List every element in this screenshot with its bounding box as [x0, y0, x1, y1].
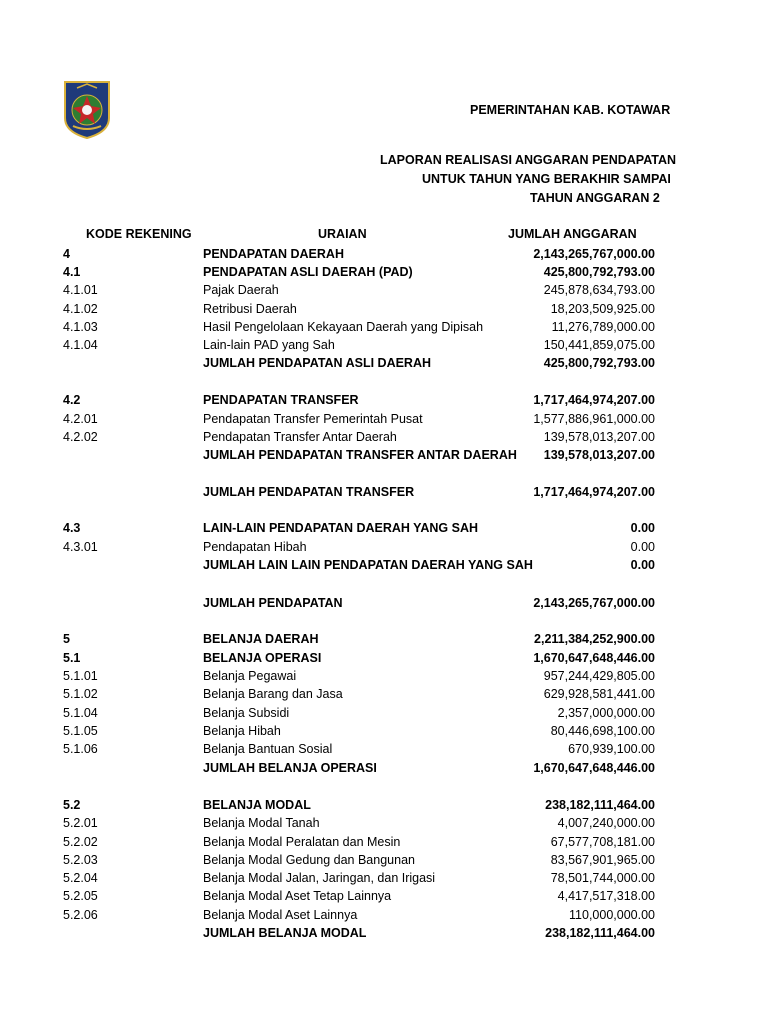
table-row: [0, 483, 768, 501]
cell-jumlah: 78,501,744,000.00: [550, 871, 655, 885]
table-row: [0, 318, 768, 336]
cell-kode: 5.2.06: [63, 908, 98, 922]
cell-jumlah: 629,928,581,441.00: [543, 687, 655, 701]
cell-kode: 5.2.02: [63, 835, 98, 849]
cell-jumlah: 245,878,634,793.00: [543, 283, 655, 297]
cell-kode: 5: [63, 632, 70, 646]
table-row: [0, 630, 768, 648]
cell-kode: 5.1.06: [63, 742, 98, 756]
table-row: [0, 281, 768, 299]
cell-kode: 4.3.01: [63, 540, 98, 554]
table-row: [0, 759, 768, 777]
table-row: [0, 538, 768, 556]
cell-uraian: Belanja Modal Tanah: [203, 816, 320, 830]
cell-jumlah: 957,244,429,805.00: [543, 669, 655, 683]
cell-jumlah: 238,182,111,464.00: [545, 798, 655, 812]
cell-uraian: PENDAPATAN TRANSFER: [203, 393, 359, 407]
cell-jumlah: 0.00: [630, 558, 655, 572]
cell-jumlah: 2,357,000,000.00: [557, 706, 655, 720]
table-row: [0, 667, 768, 685]
government-emblem-logo: [63, 80, 111, 140]
table-row: [0, 887, 768, 905]
cell-uraian: JUMLAH BELANJA OPERASI: [203, 761, 377, 775]
cell-jumlah: 1,717,464,974,207.00: [533, 485, 655, 499]
cell-uraian: Belanja Subsidi: [203, 706, 290, 720]
cell-uraian: Belanja Modal Aset Tetap Lainnya: [203, 889, 392, 903]
cell-jumlah: 2,143,265,767,000.00: [533, 247, 655, 261]
cell-kode: 4.2.01: [63, 412, 98, 426]
cell-kode: 4.1.01: [63, 283, 98, 297]
cell-uraian: Pendapatan Transfer Pemerintah Pusat: [203, 412, 423, 426]
table-row: [0, 924, 768, 942]
cell-jumlah: 0.00: [630, 521, 655, 535]
cell-kode: 4.2: [63, 393, 81, 407]
cell-uraian: JUMLAH PENDAPATAN TRANSFER: [203, 485, 415, 499]
table-row: [0, 354, 768, 372]
table-row: [0, 833, 768, 851]
cell-uraian: Belanja Modal Aset Lainnya: [203, 908, 358, 922]
cell-kode: 5.1.05: [63, 724, 98, 738]
cell-jumlah: 4,007,240,000.00: [557, 816, 655, 830]
cell-jumlah: 425,800,792,793.00: [543, 356, 655, 370]
cell-kode: 4.2.02: [63, 430, 98, 444]
column-header-jumlah: JUMLAH ANGGARAN: [508, 227, 637, 241]
cell-jumlah: 80,446,698,100.00: [550, 724, 655, 738]
cell-uraian: BELANJA OPERASI: [203, 651, 322, 665]
cell-uraian: BELANJA DAERAH: [203, 632, 319, 646]
cell-uraian: JUMLAH LAIN LAIN PENDAPATAN DAERAH YANG SAH: [203, 558, 533, 572]
cell-kode: 5.2.01: [63, 816, 98, 830]
table-row: [0, 685, 768, 703]
cell-uraian: Belanja Barang dan Jasa: [203, 687, 343, 701]
cell-uraian: LAIN-LAIN PENDAPATAN DAERAH YANG SAH: [203, 521, 479, 535]
cell-jumlah: 425,800,792,793.00: [543, 265, 655, 279]
cell-kode: 4: [63, 247, 70, 261]
table-row: [0, 722, 768, 740]
table-row: [0, 391, 768, 409]
cell-jumlah: 18,203,509,925.00: [550, 302, 655, 316]
fiscal-year: TAHUN ANGGARAN 2: [530, 191, 660, 205]
cell-kode: 4.1.02: [63, 302, 98, 316]
cell-kode: 5.2: [63, 798, 81, 812]
table-row: [0, 906, 768, 924]
cell-kode: 5.2.05: [63, 889, 98, 903]
column-header-uraian: URAIAN: [318, 227, 367, 241]
cell-uraian: Pendapatan Hibah: [203, 540, 307, 554]
cell-uraian: Belanja Modal Peralatan dan Mesin: [203, 835, 401, 849]
cell-kode: 5.2.04: [63, 871, 98, 885]
column-header-kode: KODE REKENING: [86, 227, 192, 241]
cell-kode: 5.1.01: [63, 669, 98, 683]
organization-name: PEMERINTAHAN KAB. KOTAWAR: [470, 103, 671, 117]
table-row: [0, 263, 768, 281]
cell-jumlah: 1,717,464,974,207.00: [533, 393, 655, 407]
table-row: [0, 336, 768, 354]
cell-jumlah: 110,000,000.00: [569, 908, 655, 922]
cell-jumlah: 4,417,517,318.00: [557, 889, 655, 903]
cell-uraian: Lain-lain PAD yang Sah: [203, 338, 335, 352]
table-row: [0, 814, 768, 832]
cell-jumlah: 670,939,100.00: [568, 742, 655, 756]
cell-jumlah: 83,567,901,965.00: [550, 853, 655, 867]
cell-kode: 5.1.04: [63, 706, 98, 720]
table-row: [0, 410, 768, 428]
cell-uraian: JUMLAH PENDAPATAN TRANSFER ANTAR DAERAH: [203, 448, 517, 462]
cell-kode: 5.2.03: [63, 853, 98, 867]
cell-uraian: Hasil Pengelolaan Kekayaan Daerah yang Dipisah: [203, 320, 484, 334]
cell-jumlah: 67,577,708,181.00: [550, 835, 655, 849]
cell-uraian: Belanja Modal Jalan, Jaringan, dan Irigasi: [203, 871, 436, 885]
cell-jumlah: 11,276,789,000.00: [551, 320, 655, 334]
report-title: LAPORAN REALISASI ANGGARAN PENDAPATAN: [380, 153, 677, 167]
cell-uraian: JUMLAH PENDAPATAN ASLI DAERAH: [203, 356, 432, 370]
table-row: [0, 594, 768, 612]
cell-uraian: JUMLAH PENDAPATAN: [203, 596, 343, 610]
cell-jumlah: 1,577,886,961,000.00: [533, 412, 655, 426]
cell-uraian: Belanja Hibah: [203, 724, 281, 738]
table-row: [0, 704, 768, 722]
cell-kode: 5.1: [63, 651, 81, 665]
cell-uraian: PENDAPATAN DAERAH: [203, 247, 344, 261]
cell-uraian: Pajak Daerah: [203, 283, 279, 297]
cell-jumlah: 2,143,265,767,000.00: [533, 596, 655, 610]
table-row: [0, 300, 768, 318]
cell-uraian: Pendapatan Transfer Antar Daerah: [203, 430, 397, 444]
table-row: [0, 740, 768, 758]
table-row: [0, 556, 768, 574]
cell-jumlah: 2,211,384,252,900.00: [534, 632, 655, 646]
cell-jumlah: 1,670,647,648,446.00: [533, 761, 655, 775]
cell-uraian: Belanja Bantuan Sosial: [203, 742, 333, 756]
cell-kode: 4.1.03: [63, 320, 98, 334]
cell-jumlah: 150,441,859,075.00: [543, 338, 655, 352]
cell-uraian: BELANJA MODAL: [203, 798, 311, 812]
table-row: [0, 245, 768, 263]
cell-kode: 4.1.04: [63, 338, 98, 352]
cell-jumlah: 238,182,111,464.00: [545, 926, 655, 940]
cell-jumlah: 1,670,647,648,446.00: [533, 651, 655, 665]
cell-kode: 5.1.02: [63, 687, 98, 701]
cell-uraian: JUMLAH BELANJA MODAL: [203, 926, 367, 940]
cell-uraian: PENDAPATAN ASLI DAERAH (PAD): [203, 265, 413, 279]
report-period: UNTUK TAHUN YANG BERAKHIR SAMPAI: [422, 172, 671, 186]
table-row: [0, 446, 768, 464]
table-row: [0, 519, 768, 537]
cell-uraian: Retribusi Daerah: [203, 302, 297, 316]
cell-uraian: Belanja Pegawai: [203, 669, 297, 683]
table-row: [0, 649, 768, 667]
cell-jumlah: 0.00: [630, 540, 655, 554]
table-row: [0, 851, 768, 869]
cell-jumlah: 139,578,013,207.00: [543, 430, 655, 444]
table-row: [0, 796, 768, 814]
cell-kode: 4.3: [63, 521, 81, 535]
cell-jumlah: 139,578,013,207.00: [543, 448, 655, 462]
table-row: [0, 869, 768, 887]
cell-kode: 4.1: [63, 265, 81, 279]
cell-uraian: Belanja Modal Gedung dan Bangunan: [203, 853, 415, 867]
table-row: [0, 428, 768, 446]
